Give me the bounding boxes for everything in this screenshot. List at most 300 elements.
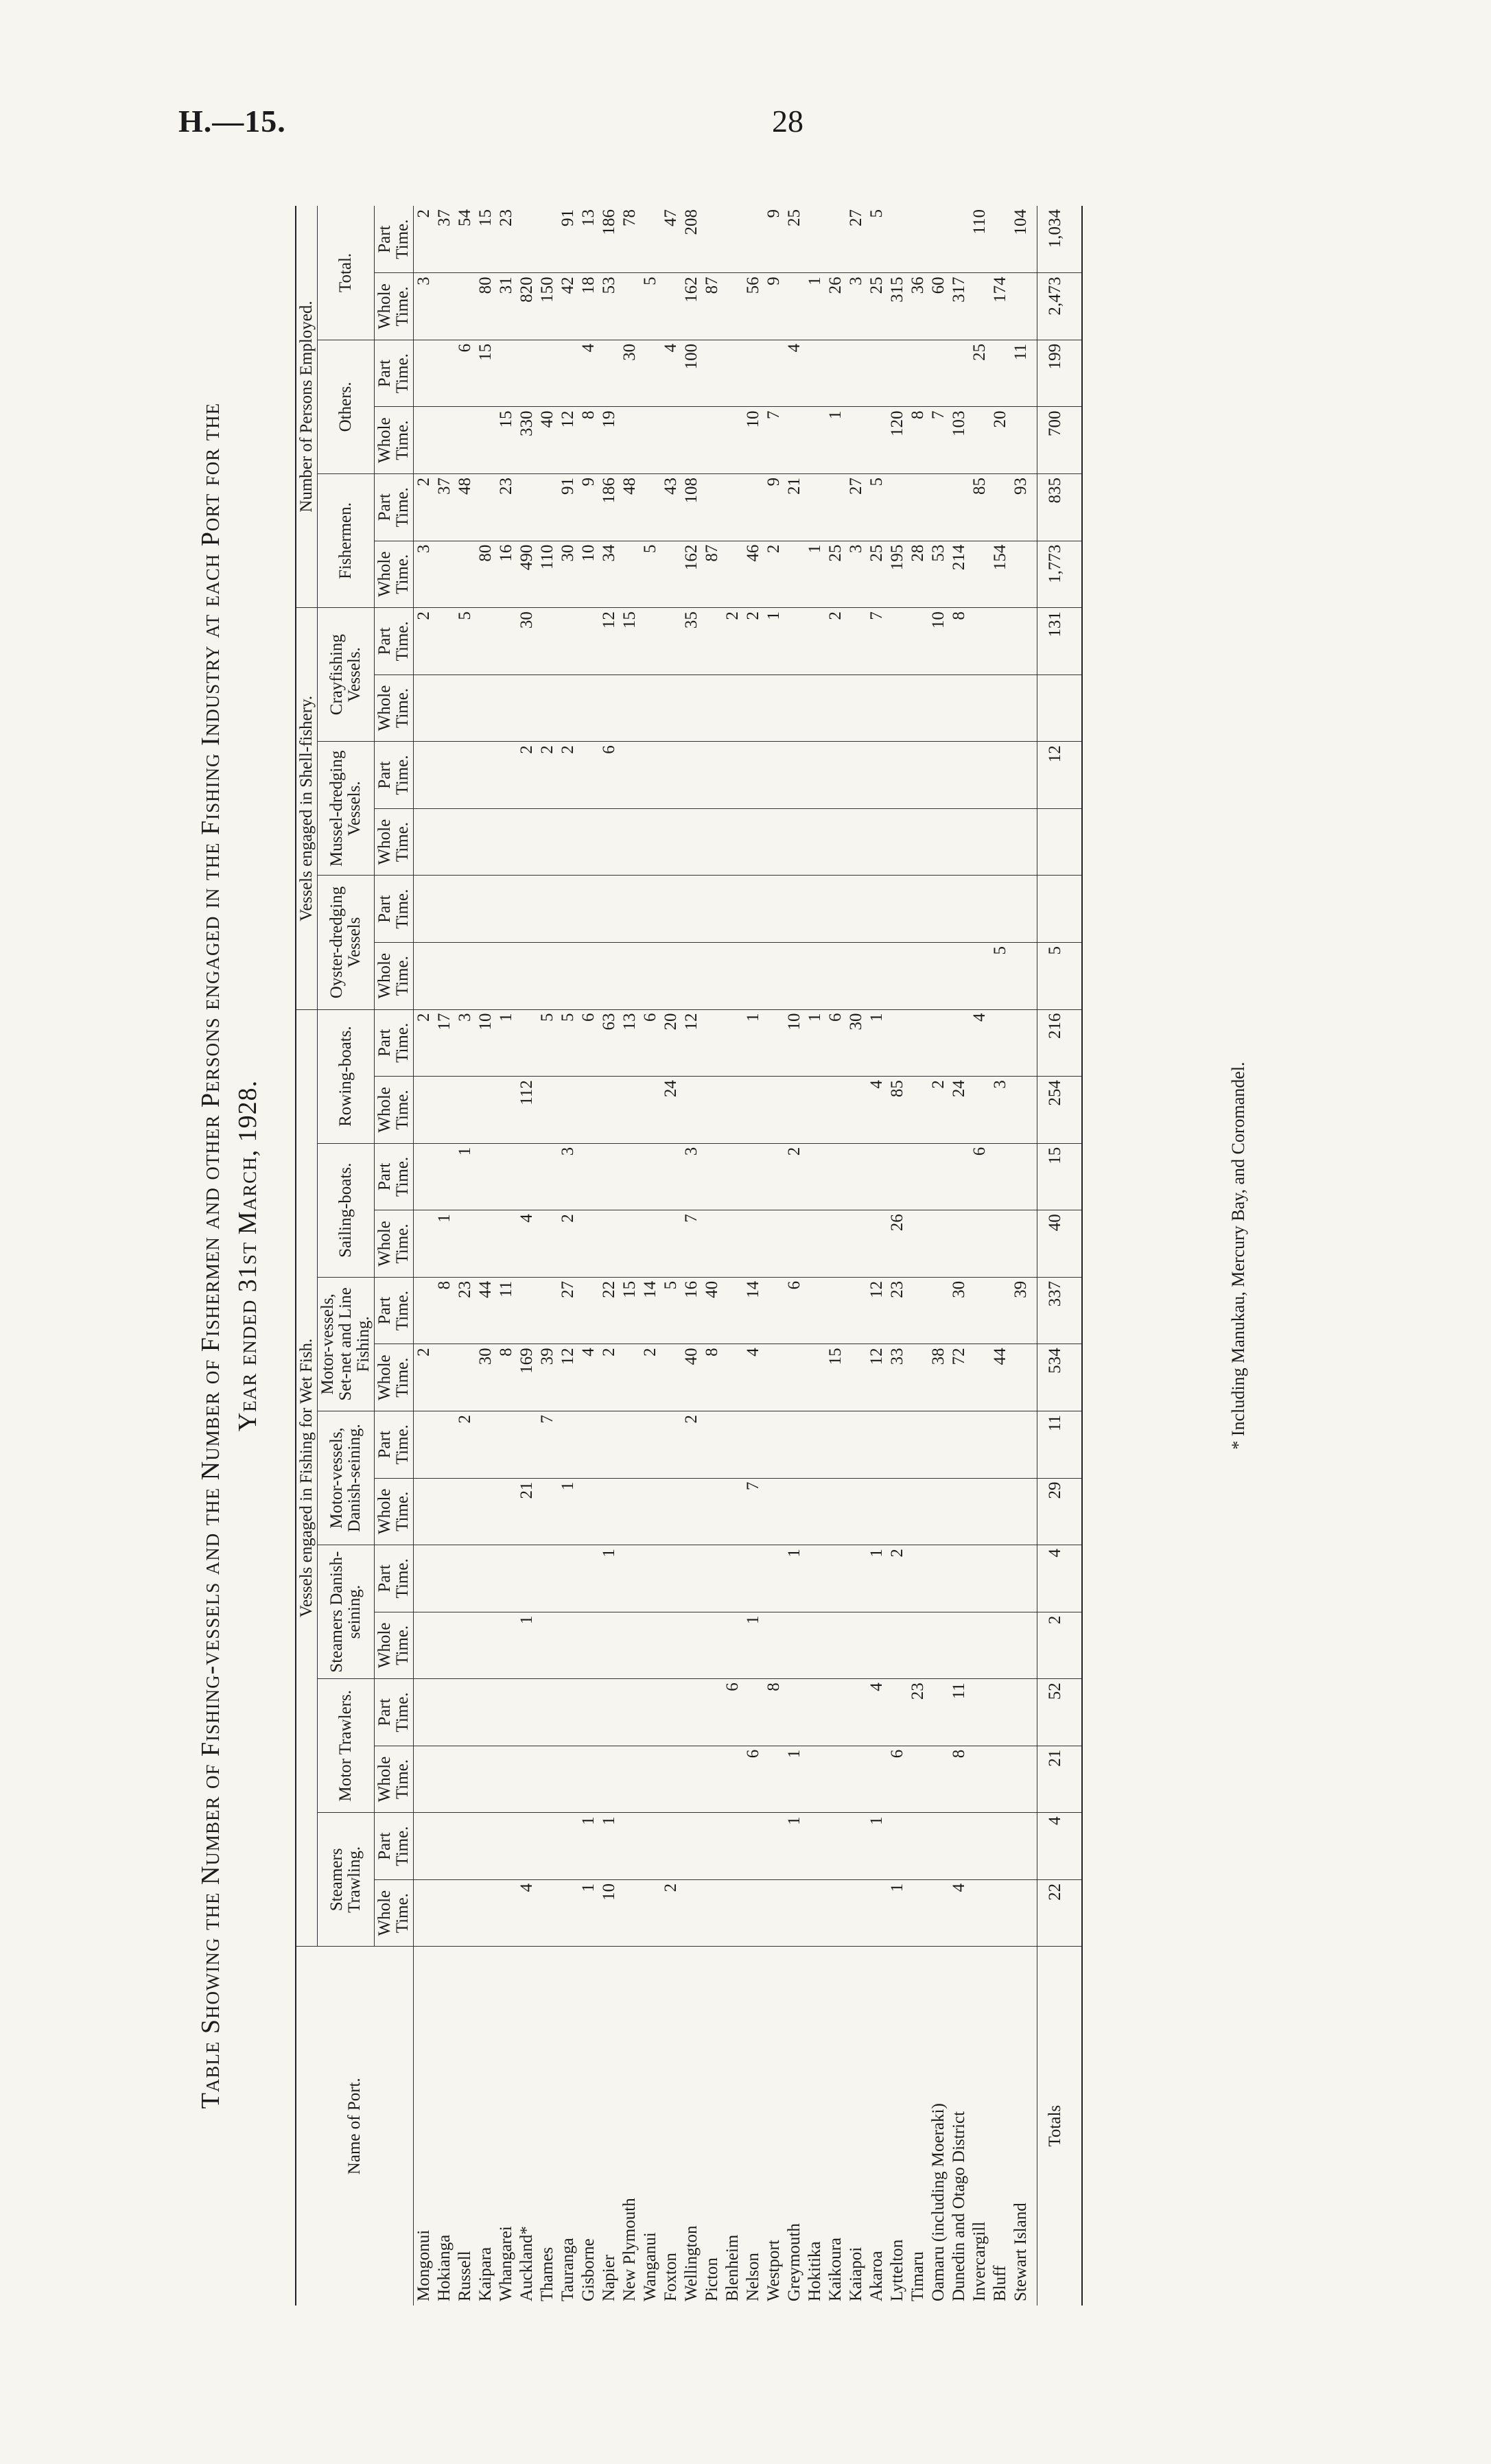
value-cell <box>640 1746 661 1813</box>
value-cell <box>846 674 867 742</box>
value-cell: 6 <box>640 1009 661 1077</box>
value-cell: 3 <box>414 273 435 340</box>
value-cell <box>846 1813 867 1880</box>
group-header: Motor Trawlers. <box>318 1679 375 1813</box>
value-cell <box>640 742 661 809</box>
value-cell: 31 <box>496 273 517 340</box>
value-cell <box>661 1679 681 1746</box>
value-cell <box>1037 876 1074 943</box>
value-cell: 25 <box>970 340 990 407</box>
value-cell: 3 <box>681 1143 702 1210</box>
value-cell <box>496 608 517 675</box>
group-header: Sailing-boats. <box>318 1143 375 1277</box>
value-cell <box>496 340 517 407</box>
table-row <box>661 206 681 2305</box>
group-header: Motor-vessels, Danish-seining. <box>318 1411 375 1545</box>
value-cell <box>723 1813 743 1880</box>
value-cell <box>949 206 970 273</box>
whole-time-header: Whole Time. <box>375 1478 414 1545</box>
value-cell: 30 <box>620 340 640 407</box>
value-cell <box>908 1746 928 1813</box>
value-cell <box>537 1277 558 1344</box>
port-name: Nelson <box>744 2253 762 2301</box>
value-cell: 34 <box>599 541 620 608</box>
value-cell: 534 <box>1037 1344 1074 1411</box>
table-row <box>825 206 846 2305</box>
value-cell <box>887 1143 908 1210</box>
value-cell <box>764 1746 784 1813</box>
value-cell <box>764 1344 784 1411</box>
value-cell: 46 <box>743 541 764 608</box>
value-cell <box>434 1545 455 1612</box>
value-cell <box>846 1679 867 1746</box>
value-cell: 103 <box>949 407 970 474</box>
port-name: Totals <box>1037 1947 1074 2305</box>
value-cell: 12 <box>1037 742 1074 809</box>
value-cell <box>846 942 867 1009</box>
value-cell <box>496 1612 517 1679</box>
value-cell <box>970 1478 990 1545</box>
value-cell <box>702 742 723 809</box>
value-cell <box>846 1746 867 1813</box>
value-cell <box>805 1746 825 1813</box>
value-cell <box>846 407 867 474</box>
value-cell <box>846 1478 867 1545</box>
value-cell: 35 <box>681 608 702 675</box>
value-cell <box>825 1077 846 1144</box>
value-cell <box>558 942 578 1009</box>
value-cell <box>640 206 661 273</box>
value-cell <box>784 608 805 675</box>
value-cell: 48 <box>455 474 476 541</box>
value-cell <box>455 407 476 474</box>
value-cell: 11 <box>496 1277 517 1344</box>
value-cell: 8 <box>949 1746 970 1813</box>
port-name: Invercargill <box>970 2221 989 2301</box>
value-cell <box>805 206 825 273</box>
port-name: Kaiapoi <box>847 2246 865 2301</box>
value-cell <box>414 1277 435 1344</box>
table-row <box>578 206 599 2305</box>
value-cell <box>496 1813 517 1880</box>
value-cell <box>517 1545 537 1612</box>
totals-row <box>1037 206 1074 2305</box>
value-cell <box>640 674 661 742</box>
value-cell <box>908 876 928 943</box>
group-header: Steamers Danish-seining. <box>318 1545 375 1679</box>
value-cell <box>640 808 661 876</box>
value-cell <box>928 1879 949 1947</box>
value-cell: 5 <box>867 474 887 541</box>
value-cell <box>949 1813 970 1880</box>
value-cell <box>949 808 970 876</box>
port-name: Dunedin and Otago District <box>950 2111 968 2301</box>
value-cell <box>434 1746 455 1813</box>
value-cell: 5 <box>558 1009 578 1077</box>
value-cell <box>764 876 784 943</box>
value-cell <box>805 1813 825 1880</box>
value-cell: 21 <box>784 474 805 541</box>
value-cell <box>805 1679 825 1746</box>
table-row <box>928 206 949 2305</box>
value-cell: 208 <box>681 206 702 273</box>
value-cell <box>846 1411 867 1478</box>
value-cell <box>743 1411 764 1478</box>
table-row <box>517 206 537 2305</box>
value-cell: 15 <box>825 1344 846 1411</box>
group-header: Crayfishing Vessels. <box>318 608 375 742</box>
value-cell <box>764 674 784 742</box>
value-cell <box>661 1813 681 1880</box>
value-cell <box>867 1411 887 1478</box>
value-cell <box>476 1879 496 1947</box>
value-cell <box>908 1478 928 1545</box>
value-cell <box>578 808 599 876</box>
value-cell <box>476 1077 496 1144</box>
value-cell: 2 <box>517 742 537 809</box>
value-cell <box>825 1210 846 1278</box>
value-cell <box>702 674 723 742</box>
value-cell <box>434 1344 455 1411</box>
value-cell <box>681 942 702 1009</box>
value-cell <box>887 1009 908 1077</box>
part-time-header: Part Time. <box>375 1009 414 1077</box>
whole-time-header: Whole Time. <box>375 674 414 742</box>
value-cell <box>620 1879 640 1947</box>
value-cell: 10 <box>743 407 764 474</box>
value-cell <box>723 474 743 541</box>
value-cell <box>599 942 620 1009</box>
value-cell: 100 <box>681 340 702 407</box>
value-cell: 3 <box>846 541 867 608</box>
value-cell <box>805 1478 825 1545</box>
value-cell <box>476 674 496 742</box>
value-cell <box>990 1411 1011 1478</box>
value-cell <box>661 541 681 608</box>
value-cell <box>743 808 764 876</box>
value-cell <box>928 1612 949 1679</box>
value-cell <box>825 1143 846 1210</box>
value-cell: 2 <box>558 742 578 809</box>
value-cell <box>1011 1210 1037 1278</box>
value-cell: 4 <box>661 340 681 407</box>
value-cell <box>908 608 928 675</box>
value-cell <box>1011 942 1037 1009</box>
value-cell <box>455 1679 476 1746</box>
value-cell <box>723 1009 743 1077</box>
value-cell <box>825 674 846 742</box>
value-cell <box>537 876 558 943</box>
value-cell <box>805 1277 825 1344</box>
value-cell: 1 <box>784 1746 805 1813</box>
value-cell <box>414 942 435 1009</box>
value-cell <box>517 1143 537 1210</box>
value-cell <box>620 1411 640 1478</box>
value-cell: 5 <box>1037 942 1074 1009</box>
value-cell <box>949 876 970 943</box>
value-cell <box>434 808 455 876</box>
whole-time-header: Whole Time. <box>375 1344 414 1411</box>
whole-time-header: Whole Time. <box>375 808 414 876</box>
value-cell <box>784 1879 805 1947</box>
whole-time-header: Whole Time. <box>375 1746 414 1813</box>
value-cell <box>702 474 723 541</box>
value-cell <box>620 674 640 742</box>
port-name: Russell <box>456 2251 474 2301</box>
value-cell <box>887 876 908 943</box>
value-cell: 110 <box>537 541 558 608</box>
value-cell <box>702 1679 723 1746</box>
value-cell: 1 <box>743 1009 764 1077</box>
value-cell <box>455 1077 476 1144</box>
value-cell: 93 <box>1011 474 1037 541</box>
value-cell: 216 <box>1037 1009 1074 1077</box>
value-cell <box>970 742 990 809</box>
value-cell <box>558 340 578 407</box>
value-cell <box>434 674 455 742</box>
value-cell <box>599 876 620 943</box>
value-cell <box>908 1813 928 1880</box>
value-cell <box>434 1077 455 1144</box>
value-cell <box>578 1411 599 1478</box>
value-cell: 7 <box>928 407 949 474</box>
value-cell <box>743 340 764 407</box>
value-cell: 1 <box>887 1879 908 1947</box>
value-cell <box>455 742 476 809</box>
value-cell: 490 <box>517 541 537 608</box>
value-cell: 10 <box>928 608 949 675</box>
value-cell: 5 <box>640 541 661 608</box>
value-cell <box>723 1879 743 1947</box>
value-cell: 4 <box>970 1009 990 1077</box>
value-cell <box>1011 1679 1037 1746</box>
value-cell: 47 <box>661 206 681 273</box>
value-cell: 37 <box>434 206 455 273</box>
value-cell <box>661 1210 681 1278</box>
value-cell <box>414 876 435 943</box>
value-cell: 11 <box>1037 1411 1074 1478</box>
value-cell <box>949 1545 970 1612</box>
value-cell <box>578 1210 599 1278</box>
value-cell <box>517 1411 537 1478</box>
value-cell <box>681 808 702 876</box>
value-cell <box>867 407 887 474</box>
value-cell <box>887 340 908 407</box>
value-cell: 24 <box>661 1077 681 1144</box>
value-cell <box>990 1143 1011 1210</box>
value-cell <box>620 942 640 1009</box>
value-cell <box>702 206 723 273</box>
value-cell <box>949 1210 970 1278</box>
value-cell <box>928 206 949 273</box>
value-cell <box>908 1612 928 1679</box>
value-cell <box>764 1411 784 1478</box>
value-cell <box>578 674 599 742</box>
value-cell <box>805 808 825 876</box>
value-cell <box>908 1143 928 1210</box>
value-cell <box>578 1746 599 1813</box>
value-cell <box>825 1612 846 1679</box>
value-cell <box>455 1612 476 1679</box>
port-name: Wellington <box>682 2225 701 2301</box>
value-cell <box>825 1879 846 1947</box>
value-cell: 214 <box>949 541 970 608</box>
value-cell <box>558 1813 578 1880</box>
value-cell <box>805 1411 825 1478</box>
value-cell <box>970 407 990 474</box>
value-cell <box>702 608 723 675</box>
value-cell <box>990 1210 1011 1278</box>
value-cell <box>455 1545 476 1612</box>
value-cell <box>928 1143 949 1210</box>
value-cell <box>928 1679 949 1746</box>
value-cell <box>640 1210 661 1278</box>
value-cell <box>681 407 702 474</box>
value-cell: 1 <box>578 1813 599 1880</box>
value-cell: 700 <box>1037 407 1074 474</box>
value-cell: 27 <box>846 206 867 273</box>
value-cell <box>558 1612 578 1679</box>
value-cell <box>887 942 908 1009</box>
value-cell <box>928 1277 949 1344</box>
value-cell <box>414 742 435 809</box>
value-cell <box>681 1077 702 1144</box>
value-cell: 1,773 <box>1037 541 1074 608</box>
value-cell <box>764 1545 784 1612</box>
whole-time-header: Whole Time. <box>375 1077 414 1144</box>
value-cell <box>723 1411 743 1478</box>
value-cell <box>599 808 620 876</box>
port-name: Greymouth <box>785 2223 803 2301</box>
value-cell <box>825 1411 846 1478</box>
value-cell <box>517 1746 537 1813</box>
value-cell <box>476 1411 496 1478</box>
value-cell <box>681 1545 702 1612</box>
group-header: Oyster-dredging Vessels <box>318 876 375 1009</box>
value-cell <box>784 1612 805 1679</box>
value-cell <box>846 876 867 943</box>
value-cell <box>434 1879 455 1947</box>
value-cell <box>414 1143 435 1210</box>
value-cell <box>846 1612 867 1679</box>
value-cell <box>990 1746 1011 1813</box>
value-cell <box>764 1879 784 1947</box>
table-row <box>887 206 908 2305</box>
value-cell <box>825 942 846 1009</box>
value-cell <box>1037 808 1074 876</box>
value-cell: 8 <box>702 1344 723 1411</box>
value-cell: 5 <box>537 1009 558 1077</box>
value-cell <box>784 674 805 742</box>
value-cell <box>517 876 537 943</box>
value-cell <box>661 1411 681 1478</box>
value-cell <box>1011 1344 1037 1411</box>
port-name: Mongonui <box>414 2229 433 2301</box>
value-cell <box>825 1746 846 1813</box>
value-cell: 85 <box>970 474 990 541</box>
value-cell <box>599 674 620 742</box>
value-cell <box>558 1545 578 1612</box>
value-cell <box>805 674 825 742</box>
value-cell <box>825 474 846 541</box>
port-name: Oamaru (including Moeraki) <box>929 2103 948 2301</box>
value-cell: 40 <box>1037 1210 1074 1278</box>
value-cell <box>846 1545 867 1612</box>
value-cell <box>414 674 435 742</box>
value-cell <box>537 1879 558 1947</box>
value-cell <box>414 1478 435 1545</box>
value-cell: 154 <box>990 541 1011 608</box>
value-cell: 162 <box>681 273 702 340</box>
value-cell <box>928 1009 949 1077</box>
value-cell: 23 <box>496 206 517 273</box>
value-cell <box>805 1077 825 1144</box>
value-cell <box>681 742 702 809</box>
port-name: Lyttelton <box>888 2239 906 2301</box>
value-cell <box>661 942 681 1009</box>
value-cell <box>764 742 784 809</box>
value-cell <box>578 1545 599 1612</box>
value-cell: 30 <box>558 541 578 608</box>
value-cell: 27 <box>846 474 867 541</box>
value-cell <box>434 273 455 340</box>
value-cell: 186 <box>599 206 620 273</box>
value-cell: 87 <box>702 541 723 608</box>
value-cell <box>640 876 661 943</box>
value-cell <box>949 1143 970 1210</box>
port-column-header: Name of Port. <box>296 1947 414 2305</box>
fishing-industry-table <box>295 206 1083 2305</box>
value-cell <box>434 876 455 943</box>
value-cell <box>949 340 970 407</box>
value-cell: 91 <box>558 206 578 273</box>
value-cell: 30 <box>517 608 537 675</box>
value-cell: 39 <box>1011 1277 1037 1344</box>
value-cell <box>784 273 805 340</box>
value-cell <box>970 1411 990 1478</box>
value-cell <box>414 808 435 876</box>
value-cell <box>990 876 1011 943</box>
value-cell <box>578 742 599 809</box>
value-cell <box>764 1813 784 1880</box>
value-cell <box>640 942 661 1009</box>
value-cell <box>928 474 949 541</box>
value-cell <box>846 1077 867 1144</box>
value-cell <box>537 1478 558 1545</box>
value-cell <box>455 1344 476 1411</box>
part-time-header: Part Time. <box>375 340 414 407</box>
value-cell <box>908 1277 928 1344</box>
value-cell: 6 <box>578 1009 599 1077</box>
value-cell <box>990 340 1011 407</box>
value-cell: 25 <box>825 541 846 608</box>
value-cell <box>702 1746 723 1813</box>
value-cell <box>887 808 908 876</box>
value-cell: 254 <box>1037 1077 1074 1144</box>
value-cell: 33 <box>887 1344 908 1411</box>
value-cell: 20 <box>661 1009 681 1077</box>
value-cell <box>578 1478 599 1545</box>
value-cell <box>620 407 640 474</box>
value-cell: 3 <box>990 1077 1011 1144</box>
group-header: Motor-vessels, Set-net and Line Fishing. <box>318 1277 375 1411</box>
value-cell <box>620 742 640 809</box>
value-cell <box>805 942 825 1009</box>
table-row <box>1011 206 1037 2305</box>
value-cell: 16 <box>496 541 517 608</box>
value-cell <box>846 1210 867 1278</box>
value-cell <box>434 1612 455 1679</box>
